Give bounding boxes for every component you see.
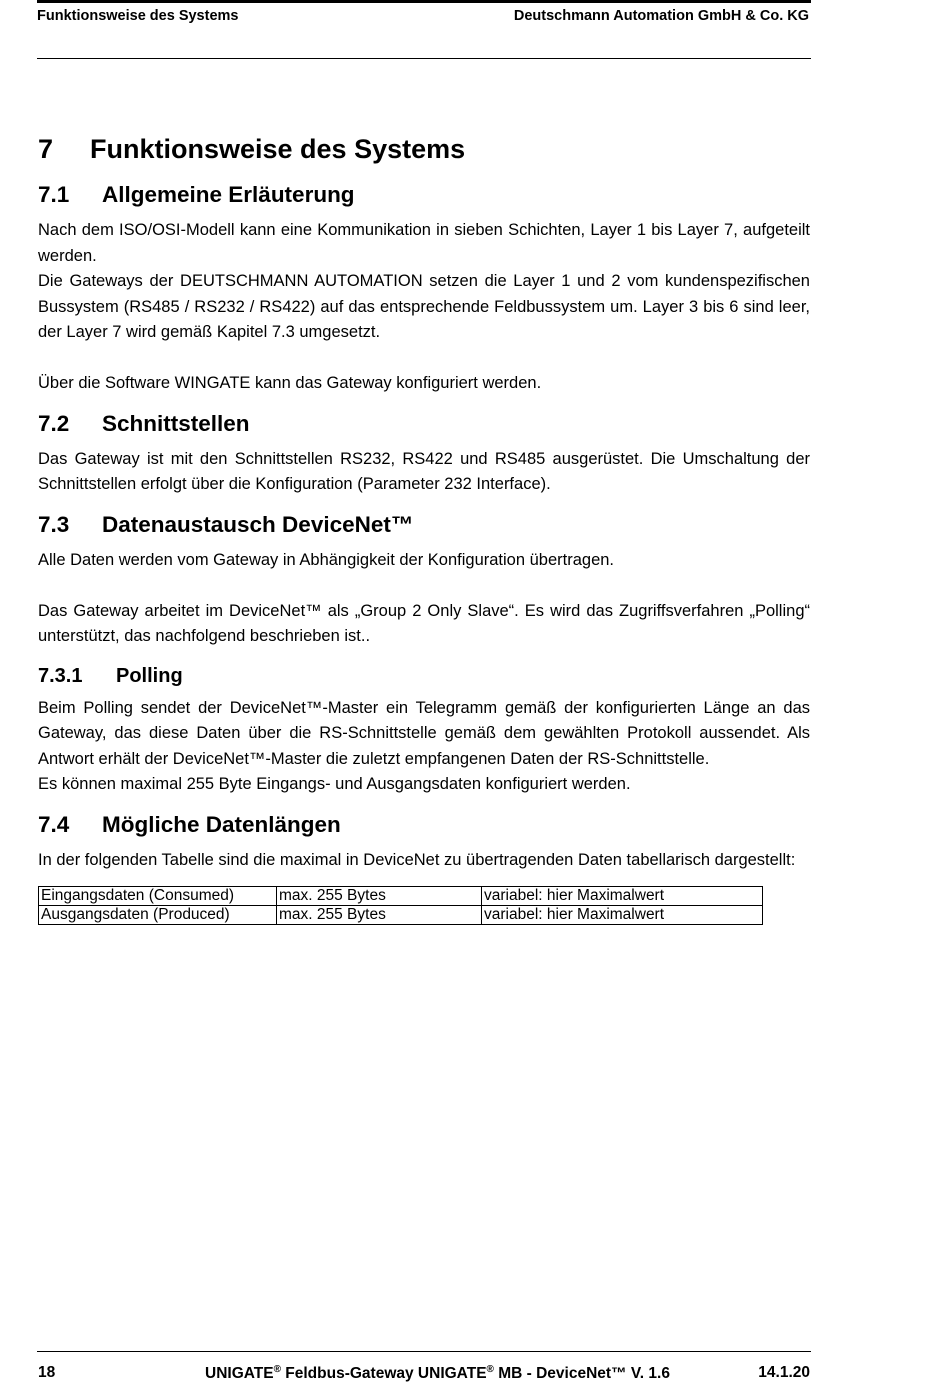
- section-title: Datenaustausch DeviceNet™: [102, 511, 414, 537]
- subsection-heading-7-3-1: [38, 660, 810, 692]
- footer-title-part: Feldbus-Gateway UNIGATE: [280, 1365, 487, 1382]
- paragraph: Alle Daten werden vom Gateway in Abhängigkeit der Konfiguration übertragen.: [38, 550, 615, 569]
- paragraph: Das Gateway ist mit den Schnittstellen RS232, RS422 und RS485 ausgerüstet. Die Umschaltung der Schnittstellen erfolgt über die Konfiguration (Parameter 232 Interface).: [38, 449, 810, 493]
- paragraph: Beim Polling sendet der DeviceNet™-Master ein Telegramm gemäß der konfigurierten Länge an das Gateway, das diese Daten über die RS-Schnittstelle gemäß dem gewählten Protokoll aussendet. Als Antwort erhält der DeviceNet™-Master die zuletzt empfangenen Daten der RS-Schnittstelle.: [38, 698, 810, 768]
- running-header-left: Funktionsweise des Systems: [37, 8, 239, 24]
- paragraph: Über die Software WINGATE kann das Gateway konfiguriert werden.: [38, 374, 542, 392]
- table-row: [39, 906, 763, 925]
- table-row: [39, 887, 763, 906]
- footer-title-part: UNIGATE: [205, 1365, 274, 1382]
- chapter-heading: [38, 130, 810, 168]
- paragraph: Die Gateways der DEUTSCHMANN AUTOMATION setzen die Layer 1 und 2 vom kundenspezifischen Bussystem (RS485 / RS232 / RS422) auf das entsprechende Feldbussystem um. Layer 3 bis 6 sind leer, der Layer 7 wird gemäß Kapitel 7.3 umgesetzt.: [38, 272, 810, 341]
- registered-mark: ®: [486, 1364, 494, 1375]
- subsection-title: Polling: [116, 664, 183, 687]
- section-title: Mögliche Datenlängen: [102, 811, 341, 837]
- table-cell: Ausgangsdaten (Produced): [39, 906, 277, 925]
- section-heading-7-2: [38, 407, 810, 441]
- chapter-number: 7: [38, 134, 54, 164]
- data-length-table: [38, 886, 763, 925]
- section-number: 7.4: [38, 811, 70, 837]
- section-title: Schnittstellen: [102, 410, 250, 436]
- page-content: [38, 130, 810, 925]
- chapter-title: Funktionsweise des Systems: [90, 134, 466, 164]
- footer-title-part: MB - DeviceNet™ V. 1.6: [493, 1365, 670, 1382]
- paragraph: Es können maximal 255 Byte Eingangs- und Ausgangsdaten konfiguriert werden.: [38, 775, 631, 793]
- subsection-number: 7.3.1: [38, 664, 83, 687]
- section-number: 7.3: [38, 511, 70, 537]
- table-cell: max. 255 Bytes: [277, 887, 482, 906]
- table-cell: max. 255 Bytes: [277, 906, 482, 925]
- table-cell: variabel: hier Maximalwert: [482, 887, 763, 906]
- section-number: 7.2: [38, 410, 70, 436]
- running-header-right: Deutschmann Automation GmbH & Co. KG: [513, 8, 809, 24]
- header-rule: [37, 58, 811, 59]
- table-cell: Eingangsdaten (Consumed): [39, 887, 277, 906]
- footer-date: 14.1.20: [758, 1364, 810, 1381]
- spacer: [38, 346, 810, 372]
- page-number: 18: [38, 1364, 56, 1381]
- table-cell: variabel: hier Maximalwert: [482, 906, 763, 925]
- registered-mark: ®: [273, 1364, 281, 1375]
- section-heading-7-1: [38, 178, 810, 212]
- section-heading-7-4: [38, 808, 810, 842]
- paragraph: Nach dem ISO/OSI-Modell kann eine Kommunikation in sieben Schichten, Layer 1 bis Layer 7, aufgeteilt werden.: [38, 221, 810, 265]
- footer-title: [205, 1364, 670, 1383]
- section-number: 7.1: [38, 182, 70, 207]
- spacer: [38, 573, 810, 599]
- paragraph: In der folgenden Tabelle sind die maximal in DeviceNet zu übertragenden Daten tabellarisch dargestellt:: [38, 850, 796, 869]
- header-top-rule: [37, 0, 811, 3]
- paragraph: Das Gateway arbeitet im DeviceNet™ als „Group 2 Only Slave“. Es wird das Zugriffsverfahren „Polling“ unterstützt, das nachfolgend beschrieben ist..: [38, 601, 810, 645]
- section-heading-7-3: [38, 508, 810, 542]
- section-title: Allgemeine Erläuterung: [102, 182, 355, 207]
- footer-rule: [37, 1351, 811, 1352]
